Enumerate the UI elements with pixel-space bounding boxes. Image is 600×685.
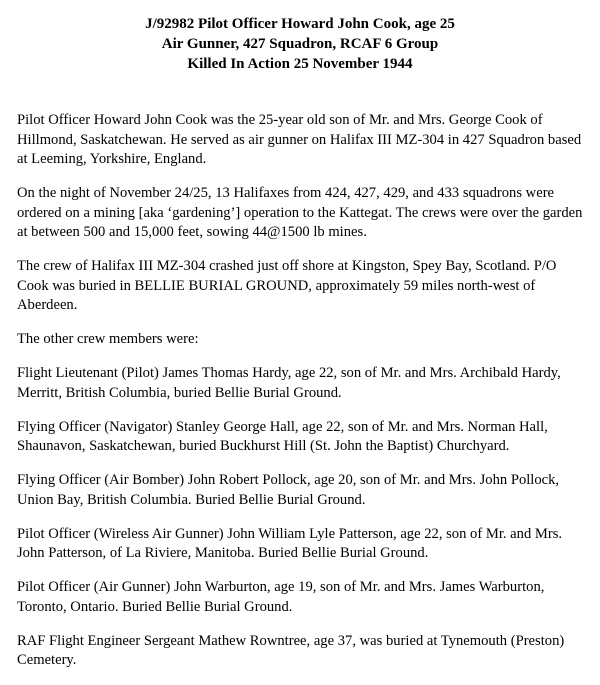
heading-service-number-name: J/92982 Pilot Officer Howard John Cook, age 25	[145, 16, 455, 32]
paragraph-operation: On the night of November 24/25, 13 Halifaxes from 424, 427, 429, and 433 squadrons were ordered on a mining [aka ‘gardening’] operation to the Kattegat. The crews were over the garden at between 500 and 15,000 feet, sowing 44@1500 lb mines.	[17, 185, 583, 240]
paragraph-crew-pilot: Flight Lieutenant (Pilot) James Thomas Hardy, age 22, son of Mr. and Mrs. Archibald Hardy, Merritt, British Columbia, buried Bellie Burial Ground.	[17, 365, 561, 401]
paragraph-crew-air-bomber: Flying Officer (Air Bomber) John Robert Pollock, age 20, son of Mr. and Mrs. John Pollock, Union Bay, British Columbia. Buried Bellie Burial Ground.	[17, 472, 560, 508]
heading-killed-in-action: Killed In Action 25 November 1944	[187, 56, 413, 72]
paragraph-crew-intro: The other crew members were:	[17, 331, 199, 347]
paragraph-biography: Pilot Officer Howard John Cook was the 25-year old son of Mr. and Mrs. George Cook of Hillmond, Saskatchewan. He served as air gunner on Halifax III MZ-304 in 427 Squadron based at Leeming, Yorkshire, England.	[17, 112, 582, 167]
paragraph-crew-air-gunner: Pilot Officer (Air Gunner) John Warburton, age 19, son of Mr. and Mrs. James Warburton, Toronto, Ontario. Buried Bellie Burial Ground.	[17, 579, 545, 615]
document-heading	[0, 14, 600, 74]
paragraph-crew-navigator: Flying Officer (Navigator) Stanley George Hall, age 22, son of Mr. and Mrs. Norman Hall, Shaunavon, Saskatchewan, buried Buckhurst Hill (St. John the Baptist) Churchyard.	[17, 418, 548, 454]
heading-role-unit: Air Gunner, 427 Squadron, RCAF 6 Group	[161, 36, 439, 52]
paragraph-crash-burial: The crew of Halifax III MZ-304 crashed just off shore at Kingston, Spey Bay, Scotland. P/O Cook was buried in BELLIE BURIAL GROUND, approximately 59 miles north-west of Aberdeen.	[17, 258, 557, 313]
paragraph-crew-wireless-air-gunner: Pilot Officer (Wireless Air Gunner) John William Lyle Patterson, age 22, son of Mr. and Mrs. John Patterson, of La Riviere, Manitoba. Buried Bellie Burial Ground.	[17, 525, 563, 561]
document-body	[17, 111, 587, 685]
paragraph-crew-flight-engineer: RAF Flight Engineer Sergeant Mathew Rowntree, age 37, was buried at Tynemouth (Preston) Cemetery.	[17, 632, 565, 668]
